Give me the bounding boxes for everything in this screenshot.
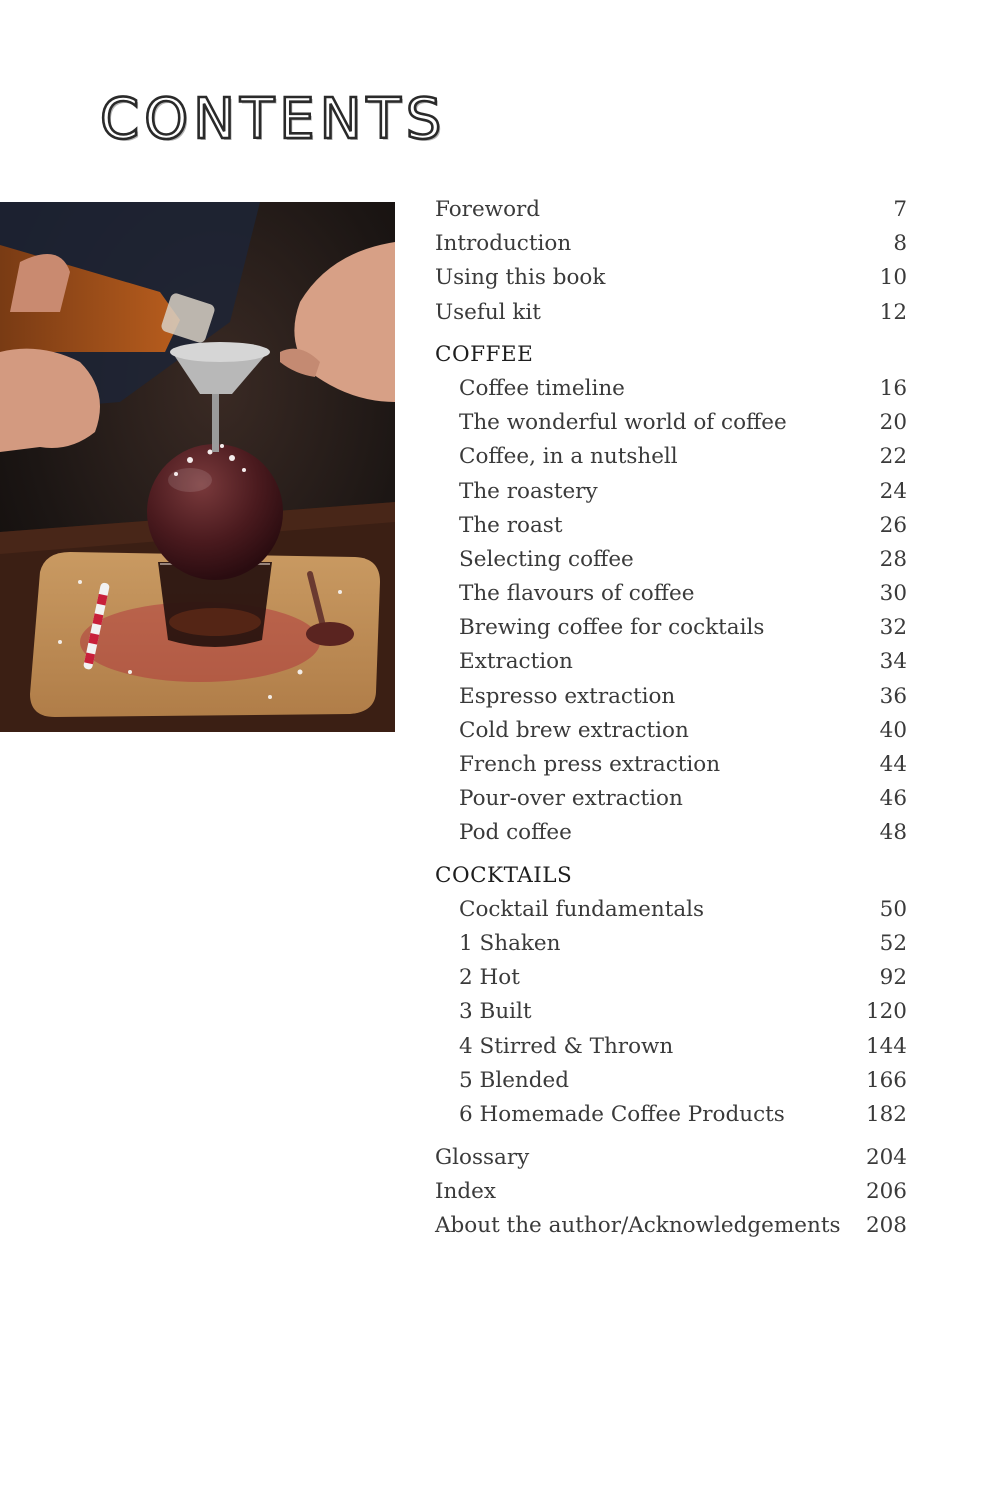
toc-entry[interactable] [435,999,907,1033]
front-matter-list [435,197,907,334]
toc-entry[interactable] [435,410,907,444]
toc-entry-page: 120 [865,999,907,1025]
toc-entry-page: 208 [865,1213,907,1239]
toc-entry[interactable] [435,820,907,854]
cocktail-photo [0,202,395,732]
toc-entry-page: 28 [879,546,907,572]
toc-entry[interactable] [435,1034,907,1068]
toc-entry-page: 30 [879,581,907,607]
toc-entry-page: 36 [879,683,907,709]
toc-entry-title: The wonderful world of coffee [459,410,787,436]
toc-entry[interactable] [435,1179,907,1213]
table-of-contents [435,197,907,1248]
toc-entry-title: Espresso extraction [459,683,676,709]
toc-entry-title: 1 Shaken [459,930,561,956]
toc-entry-title: 5 Blended [459,1067,570,1093]
section-heading-coffee: COFFEE [435,341,534,367]
toc-entry-title: Introduction [435,231,572,257]
toc-entry-title: 3 Built [459,999,532,1025]
toc-entry-title: French press extraction [459,752,721,777]
cocktails-section-list [435,897,907,1136]
toc-entry[interactable] [435,1145,907,1179]
toc-entry-page: 10 [879,265,907,291]
toc-entry[interactable] [435,897,907,931]
toc-entry-page: 166 [865,1067,907,1093]
toc-entry-page: 24 [879,478,907,504]
toc-entry-page: 32 [879,615,907,641]
section-heading-cocktails: COCKTAILS [435,862,573,888]
toc-entry-page: 92 [879,965,907,991]
toc-entry[interactable] [435,376,907,410]
toc-entry-title: Useful kit [435,299,541,325]
toc-entry-title: Brewing coffee for cocktails [459,615,765,641]
toc-entry[interactable] [435,786,907,820]
toc-entry-title: Glossary [435,1145,530,1171]
toc-entry-title: Extraction [459,649,573,675]
toc-entry-title: Using this book [435,265,606,291]
toc-entry[interactable] [435,1102,907,1136]
toc-entry-page: 44 [879,752,907,777]
toc-entry-page: 204 [865,1145,907,1171]
toc-entry[interactable] [435,231,907,265]
toc-entry-title: Pour-over extraction [459,786,683,812]
toc-entry[interactable] [435,965,907,999]
page-title: CONTENTS [100,87,447,152]
toc-entry[interactable] [435,1068,907,1102]
toc-entry-page: 8 [893,231,907,257]
toc-entry-page: 20 [879,410,907,436]
toc-entry[interactable] [435,444,907,478]
toc-entry-page: 7 [893,197,907,222]
toc-entry-title: Index [435,1179,496,1205]
toc-entry-title: 6 Homemade Coffee Products [459,1101,785,1127]
toc-entry-page: 182 [865,1101,907,1127]
toc-entry-page: 144 [865,1033,907,1059]
toc-entry-page: 16 [879,375,907,401]
toc-entry[interactable] [435,615,907,649]
back-matter-list [435,1145,907,1248]
toc-entry[interactable] [435,931,907,965]
toc-entry-title: 4 Stirred & Thrown [459,1033,674,1059]
toc-entry-page: 40 [879,717,907,743]
toc-entry-page: 206 [865,1179,907,1205]
toc-entry[interactable] [435,581,907,615]
toc-entry-page: 12 [879,299,907,325]
coffee-section-list [435,376,907,855]
toc-entry-page: 48 [879,820,907,846]
toc-entry[interactable] [435,752,907,786]
toc-entry[interactable] [435,265,907,299]
toc-entry-title: Cold brew extraction [459,717,689,743]
toc-entry-title: The roastery [459,478,598,504]
toc-entry-page: 46 [879,786,907,812]
toc-entry[interactable] [435,513,907,547]
toc-entry[interactable] [435,479,907,513]
toc-entry-page: 26 [879,512,907,538]
toc-entry-title: The flavours of coffee [459,581,695,607]
toc-entry[interactable] [435,300,907,334]
toc-entry-title: Pod coffee [459,820,572,846]
toc-entry-title: 2 Hot [459,965,520,991]
toc-entry[interactable] [435,1213,907,1247]
toc-entry[interactable] [435,684,907,718]
toc-entry-title: Selecting coffee [459,546,634,572]
toc-entry-page: 50 [879,896,907,922]
toc-entry-title: Coffee, in a nutshell [459,444,678,470]
toc-entry-title: About the author/Acknowledgements [435,1213,841,1239]
toc-entry-title: Foreword [435,197,541,222]
toc-entry-title: Cocktail fundamentals [459,896,705,922]
toc-entry-page: 52 [879,930,907,956]
toc-entry[interactable] [435,649,907,683]
toc-entry-title: The roast [459,512,563,538]
toc-entry-page: 22 [879,444,907,470]
toc-entry[interactable] [435,547,907,581]
toc-entry[interactable] [435,718,907,752]
toc-entry-page: 34 [879,649,907,675]
toc-entry-title: Coffee timeline [459,375,625,401]
toc-entry[interactable] [435,197,907,231]
